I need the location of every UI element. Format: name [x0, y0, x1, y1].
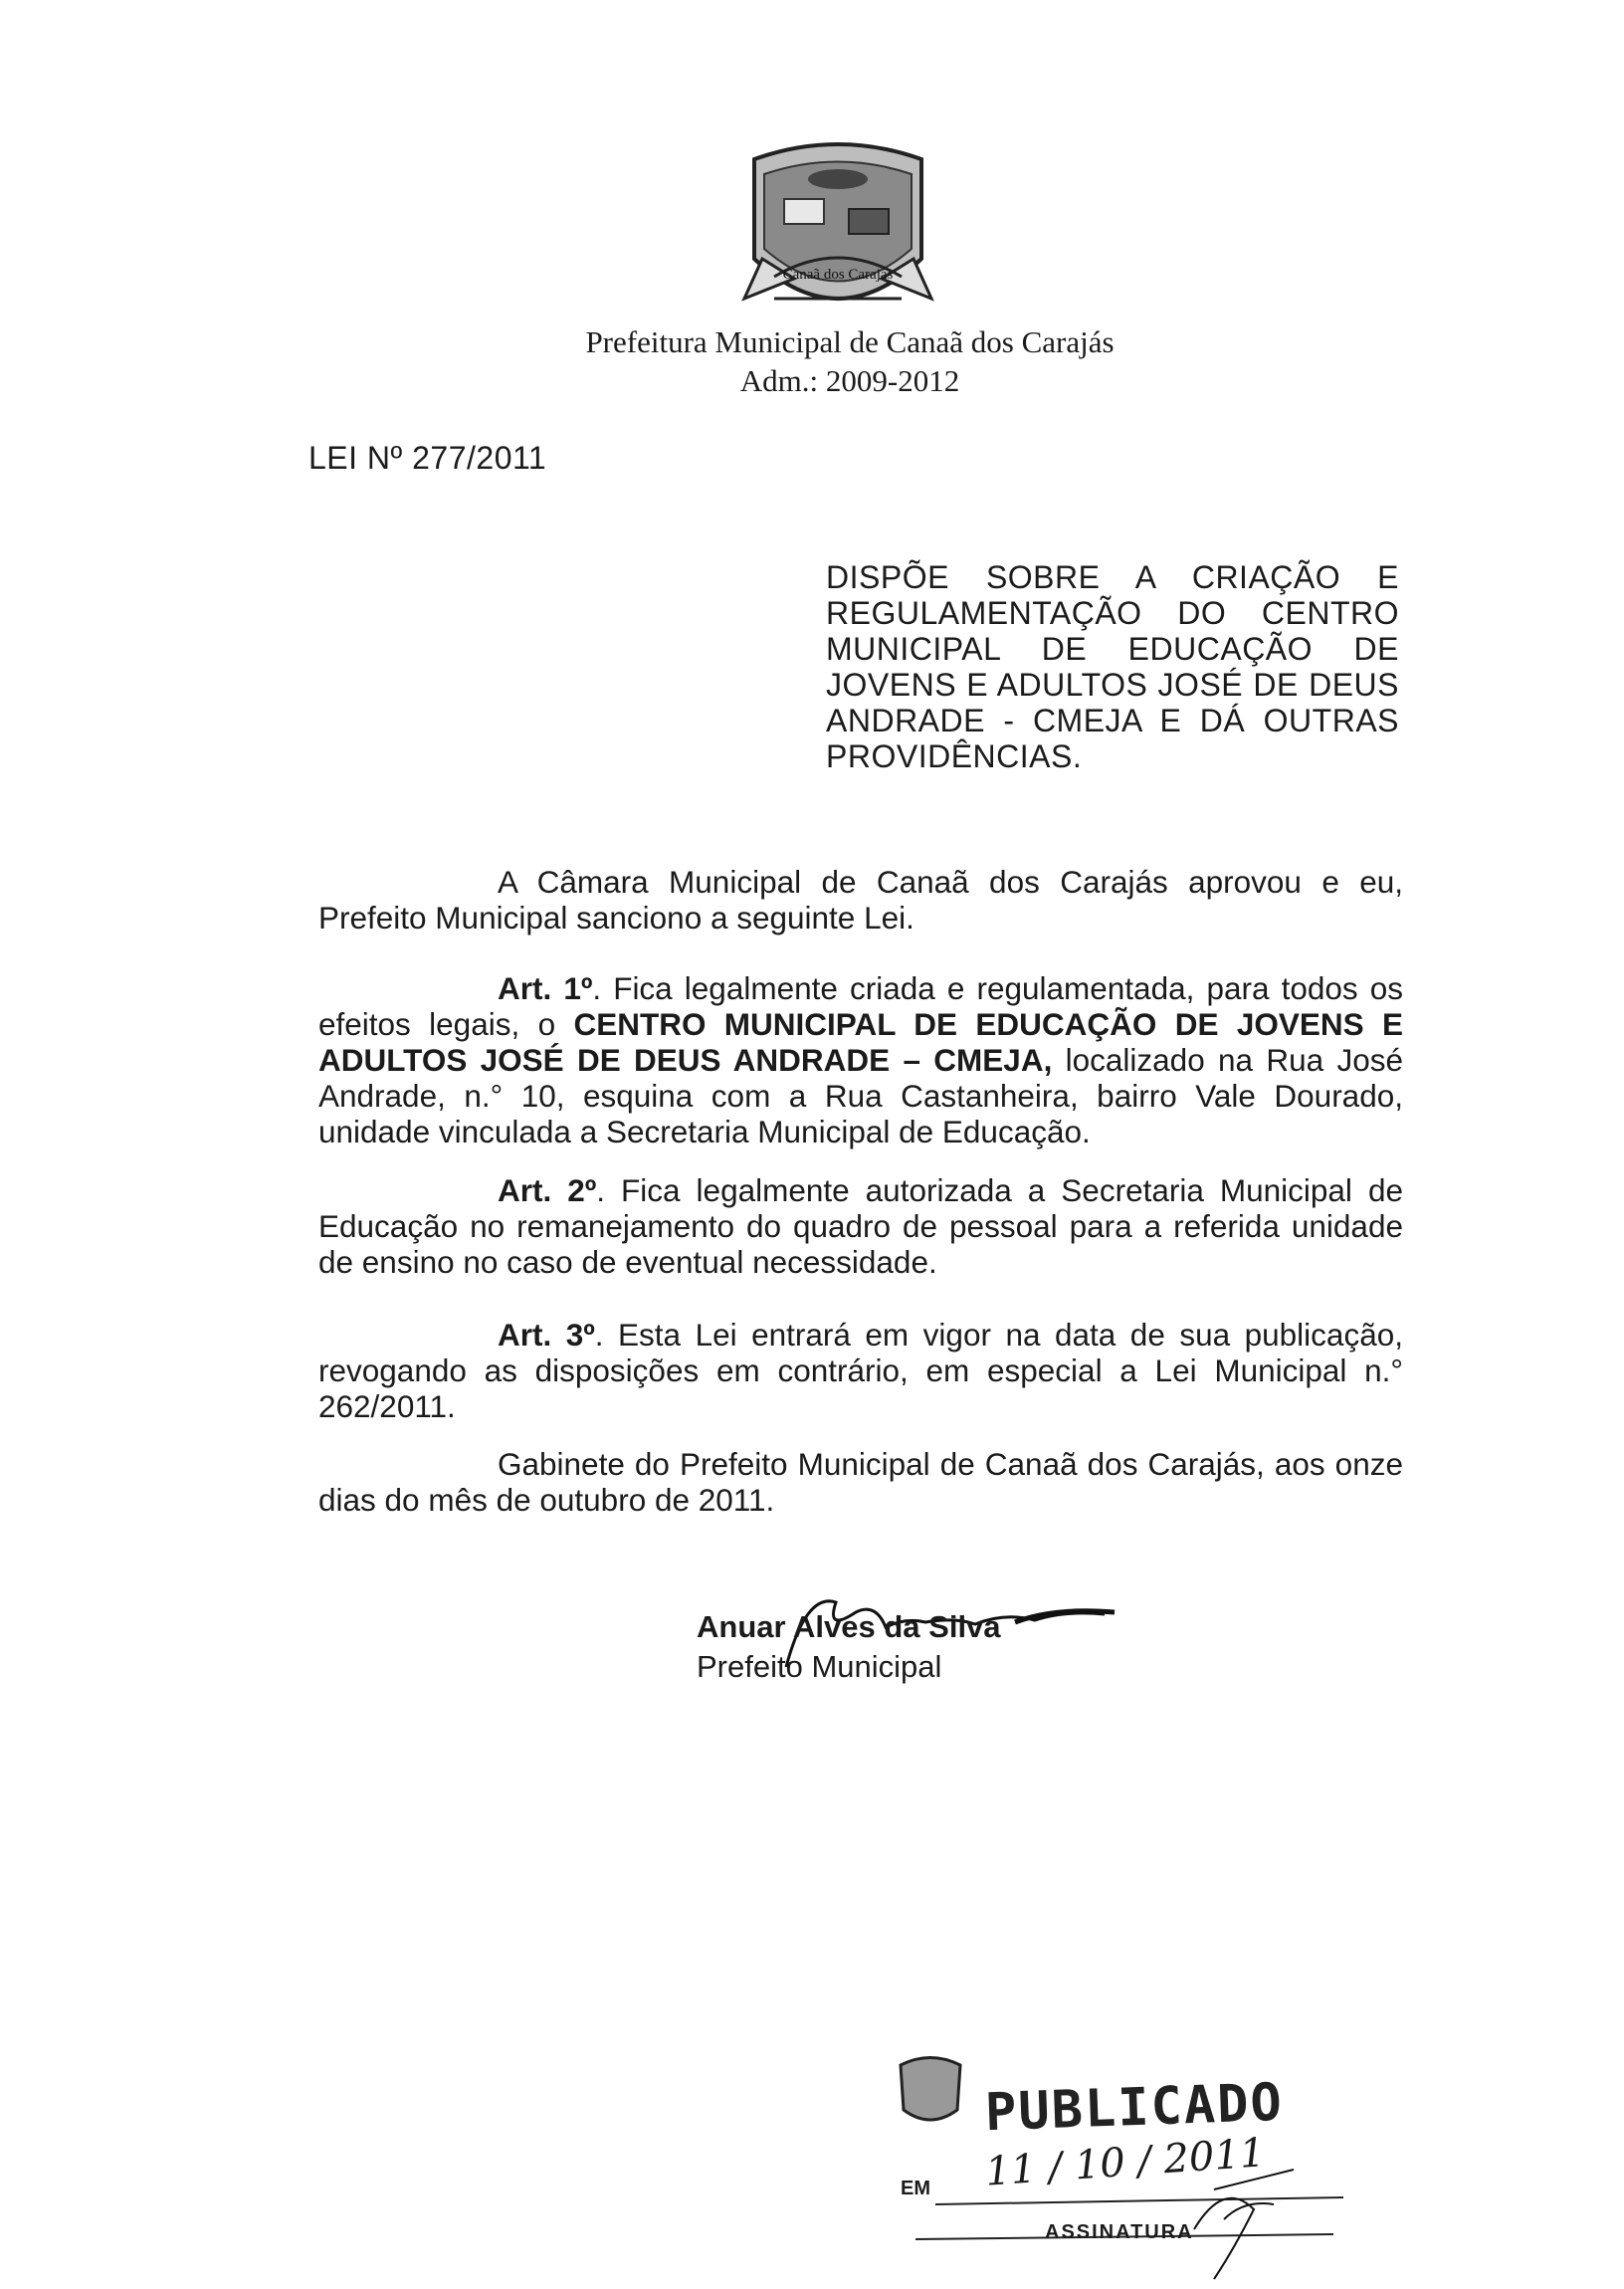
article-2-text: . Fica legalmente autorizada a Secretaria Municipal de Educação no remanejamento do quadro de pessoal para a referida unidade de ensino no caso de eventual necessidade.: [318, 1172, 1403, 1280]
article-1-institution: CENTRO MUNICIPAL DE EDUCAÇÃO DE JOVENS E ADULTOS JOSÉ DE DEUS ANDRADE – CMEJA,: [318, 1006, 1403, 1078]
signature-block: [697, 1607, 1055, 1687]
ementa-line: REGULAMENTAÇÃO DO CENTRO: [826, 595, 1399, 631]
stamp-date-value: 11 / 10 / 2011: [983, 2130, 1267, 2195]
article-2-label: Art. 2º: [498, 1172, 597, 1208]
law-ementa: [826, 559, 1399, 774]
stamp-date-label: EM: [901, 2178, 930, 2199]
article-3-label: Art. 3º: [498, 1317, 595, 1353]
closing-text: Gabinete do Prefeito Municipal de Canaã dos Carajás, aos onze dias do mês de outubro de 2011.: [318, 1446, 1403, 1518]
article-1: [318, 970, 1403, 1149]
article-1-label: Art. 1º: [498, 970, 593, 1006]
stamp-signature-label: ASSINATURA: [1045, 2221, 1194, 2243]
ementa-line: PROVIDÊNCIAS.: [826, 738, 1083, 774]
ementa-line: DISPÕE SOBRE A CRIAÇÃO E: [826, 559, 1399, 595]
intro-paragraph: [318, 864, 1403, 936]
article-3-text: . Esta Lei entrará em vigor na data de sua publicação, revogando as disposições em contrário, em especial a Lei Municipal n.° 262/2011.: [318, 1317, 1403, 1424]
crest-text: Canaã dos Carajás: [782, 267, 894, 283]
article-3: [318, 1317, 1403, 1424]
ementa-line: JOVENS E ADULTOS JOSÉ DE DEUS: [826, 667, 1399, 703]
law-number: LEI Nº 277/2011: [308, 440, 547, 476]
municipal-crest-logo: [734, 139, 941, 328]
municipality-header: Prefeitura Municipal de Canaã dos Carajás: [585, 324, 1115, 359]
ementa-line: MUNICIPAL DE EDUCAÇÃO DE: [826, 631, 1399, 667]
signatory-name: Anuar Alves da Silva: [697, 1609, 1001, 1644]
closing-paragraph: [318, 1446, 1403, 1518]
ementa-line: ANDRADE - CMEJA E DÁ OUTRAS: [826, 703, 1399, 738]
signatory-title: Prefeito Municipal: [697, 1649, 942, 1684]
administration-period: Adm.: 2009-2012: [739, 363, 960, 398]
article-1-text-pre: . Fica legalmente criada e regulamentada, para todos os efeitos legais, o: [318, 970, 1403, 1042]
article-2: [318, 1172, 1403, 1280]
intro-text: A Câmara Municipal de Canaã dos Carajás aprovou e eu, Prefeito Municipal sanciono a seguinte Lei.: [318, 864, 1403, 936]
article-1-text-post: localizado na Rua José Andrade, n.° 10, esquina com a Rua Castanheira, bairro Vale Dourado, unidade vinculada a Secretaria Municipal de Educação.: [318, 1042, 1403, 1149]
stamp-title: PUBLICADO: [984, 2072, 1285, 2144]
